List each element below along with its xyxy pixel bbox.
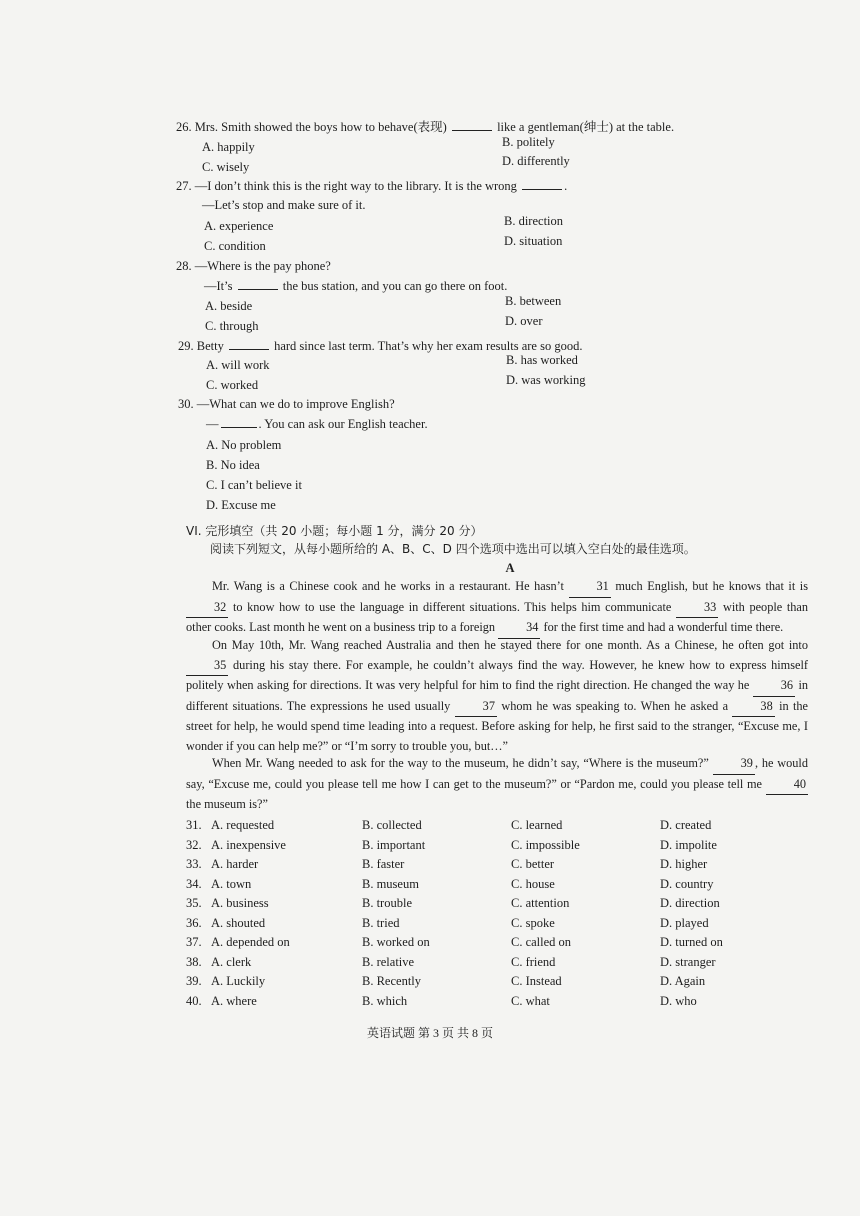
blank-37: 37: [455, 697, 497, 718]
passage-paragraph-3: [186, 754, 808, 815]
stem-text: —I don’t think this is the right way to the library. It is the wrong: [194, 179, 517, 193]
option-c: C. friend: [511, 954, 556, 969]
option-d: D. who: [660, 993, 697, 1008]
option-b: B. faster: [362, 857, 405, 871]
passage-label: A: [505, 561, 515, 575]
option-c: C. I can’t believe it: [206, 478, 302, 492]
passage-text: Mr. Wang is a Chinese cook and he works in a restaurant. He hasn’t: [212, 579, 564, 593]
stem-text: the bus station, and you can go there on foot.: [282, 279, 508, 293]
passage-text: with people than other cooks. Last month he went on a business trip to a foreign: [186, 599, 809, 635]
option-b: B. tried: [362, 915, 400, 930]
option-d: D. turned on: [660, 935, 723, 949]
passage-text: during his stay there. For example, he couldn’t always find the way. However, he knew how to express himself politely when asking for directions. It was very helpful for him to find the right direction. He changed the way he: [186, 657, 809, 693]
option-c: C. house: [511, 876, 555, 891]
option-b: B. relative: [362, 954, 415, 969]
option-a: A. depended on: [211, 935, 290, 949]
option-a: A. beside: [205, 299, 253, 313]
option-a: A. harder: [211, 857, 259, 871]
option-b: B. collected: [362, 818, 422, 832]
passage-text: When Mr. Wang needed to ask for the way to the museum, he didn’t say, “Where is the museum?”: [212, 756, 709, 770]
option-a: A. No problem: [206, 438, 282, 452]
stem-text: —Where is the pay phone?: [194, 259, 331, 273]
answer-blank: [221, 415, 257, 428]
option-c: C. called on: [511, 935, 572, 949]
passage-text: in the street for help, he would spend time leading into a request. Before asking for help, he first said to the stranger, “Excuse me, I wonder if you can help me?” or “I’m sorry to trouble you, but…”: [186, 698, 808, 753]
stem-text: hard since last term. That’s why her exam results are so good.: [274, 339, 583, 353]
option-b: B. politely: [502, 135, 555, 149]
passage-text: , he would say, “Excuse me, could you please tell me how I can get to the museum?” or “Pardon me, could you please tell me: [186, 756, 808, 791]
question-30-stem: [178, 396, 395, 412]
blank-40: 40: [766, 775, 808, 796]
stem-text: —: [206, 417, 219, 431]
option-c: C. condition: [204, 239, 266, 253]
section-title: VI. 完形填空（共 20 小题；每小题 1 分，满分 20 分）: [186, 524, 483, 538]
option-d: D. impolite: [660, 837, 717, 852]
question-27-stem: [176, 177, 567, 194]
question-28-stem: [176, 258, 331, 274]
question-number: 30.: [178, 397, 194, 411]
stem-text: like a gentleman(绅士) at the table.: [497, 120, 675, 134]
blank-35: 35: [186, 656, 228, 677]
option-d: D. Again: [660, 974, 706, 988]
option-c: C. spoke: [511, 915, 555, 930]
option-d: D. direction: [660, 896, 720, 910]
answer-blank: [452, 118, 492, 131]
option-b: B. has worked: [506, 353, 578, 367]
option-a: A. will work: [206, 358, 270, 372]
option-d: D. differently: [502, 154, 570, 168]
passage-text: in different situations. The expressions he used usually: [186, 678, 809, 713]
option-number: 38.: [186, 954, 202, 969]
option-b: B. Recently: [362, 974, 422, 988]
passage-paragraph-2: [186, 636, 808, 757]
section-instruction: 阅读下列短文，从每小题所给的 A、B、C、D 四个选项中选出可以填入空白处的最佳选项。: [210, 542, 696, 556]
option-c: C. better: [511, 857, 555, 871]
option-number: 37.: [186, 935, 202, 949]
option-c: C. Instead: [511, 974, 562, 988]
option-b: B. museum: [362, 876, 419, 891]
dialogue-line: [204, 277, 507, 294]
option-b: B. worked on: [362, 935, 430, 949]
passage-text: for the first time and had a wonderful time there.: [543, 620, 784, 635]
option-a: A. town: [211, 876, 252, 891]
option-number: 33.: [186, 857, 202, 871]
option-number: 31.: [186, 818, 202, 832]
option-number: 34.: [186, 876, 202, 891]
page-footer: 英语试题 第 3 页 共 8 页: [366, 1026, 493, 1040]
option-d: D. Excuse me: [206, 498, 276, 512]
option-b: B. No idea: [206, 458, 260, 472]
option-b: B. which: [362, 993, 408, 1008]
stem-text: . You can ask our English teacher.: [258, 417, 428, 431]
option-b: B. direction: [504, 214, 564, 228]
blank-36: 36: [753, 676, 795, 697]
option-b: B. trouble: [362, 896, 412, 910]
option-a: A. inexpensive: [211, 837, 286, 852]
option-number: 40.: [186, 993, 202, 1008]
dialogue-line: [206, 415, 428, 432]
option-a: A. experience: [204, 219, 274, 233]
stem-text: .: [564, 179, 568, 193]
option-number: 39.: [186, 974, 202, 988]
option-a: A. Luckily: [211, 974, 266, 988]
option-a: A. happily: [202, 140, 255, 154]
answer-blank: [522, 177, 562, 190]
stem-text: —What can we do to improve English?: [196, 397, 395, 411]
answer-blank: [229, 337, 269, 350]
question-number: 28.: [176, 259, 192, 273]
option-c: C. what: [511, 993, 550, 1008]
option-c: C. attention: [511, 896, 570, 910]
option-d: D. country: [660, 876, 714, 891]
dialogue-line: —Let’s stop and make sure of it.: [202, 198, 366, 212]
passage-text: the museum is?”: [186, 797, 268, 812]
passage-text: to know how to use the language in different situations. This helps him communicate: [232, 599, 672, 614]
passage-text: much English, but he knows that it is: [615, 579, 808, 593]
blank-31: 31: [569, 577, 611, 598]
question-26-stem: [176, 118, 674, 135]
option-d: D. over: [505, 314, 543, 328]
question-number: 27.: [176, 179, 192, 193]
question-number: 29.: [178, 339, 194, 353]
option-c: C. worked: [206, 378, 259, 392]
blank-34: 34: [498, 618, 540, 639]
option-d: D. created: [660, 818, 712, 832]
passage-text: On May 10th, Mr. Wang reached Australia and then he stayed there for one month. As a Chinese, he often got into: [212, 638, 808, 652]
option-a: A. shouted: [211, 915, 266, 930]
option-d: D. played: [660, 915, 709, 930]
answer-blank: [238, 277, 278, 290]
stem-text: Mrs. Smith showed the boys how to behave(表现): [194, 120, 447, 134]
option-c: C. impossible: [511, 837, 580, 852]
stem-text: Betty: [196, 339, 224, 353]
stem-text: —It’s: [204, 279, 233, 293]
option-b: B. between: [505, 294, 562, 308]
option-c: C. learned: [511, 818, 563, 832]
option-d: D. situation: [504, 234, 563, 248]
blank-39: 39: [713, 754, 755, 775]
blank-32: 32: [186, 598, 228, 619]
option-a: A. where: [211, 993, 257, 1008]
question-number: 26.: [176, 120, 192, 134]
blank-38: 38: [732, 697, 774, 718]
passage-text: whom he was speaking to. When he asked a: [501, 698, 729, 713]
option-d: D. higher: [660, 857, 708, 871]
option-d: D. was working: [506, 373, 586, 387]
option-d: D. stranger: [660, 954, 716, 969]
option-number: 32.: [186, 837, 202, 852]
option-number: 35.: [186, 896, 202, 910]
passage-paragraph-1: [186, 577, 808, 639]
blank-33: 33: [676, 598, 718, 619]
option-a: A. clerk: [211, 954, 252, 969]
option-a: A. requested: [211, 818, 275, 832]
option-c: C. through: [205, 319, 259, 333]
option-c: C. wisely: [202, 160, 250, 174]
option-number: 36.: [186, 915, 202, 930]
option-a: A. business: [211, 896, 269, 910]
option-b: B. important: [362, 837, 426, 852]
